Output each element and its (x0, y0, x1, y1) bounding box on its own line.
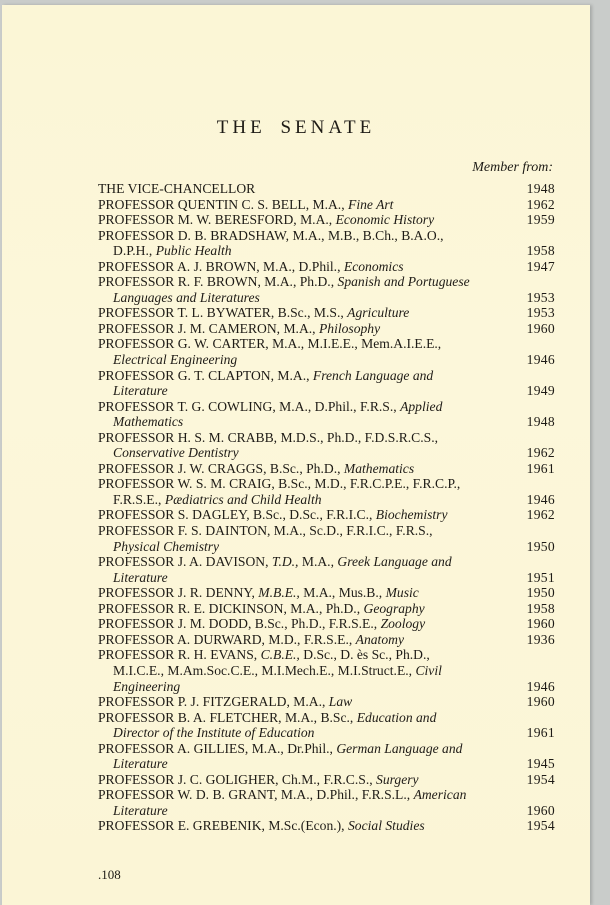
member-continuation-line (98, 243, 555, 259)
member-subject: Agriculture (347, 305, 410, 321)
member-name-degrees: M.I.C.E., M.Am.Soc.C.E., M.I.Mech.E., M.I.Struct.E., (113, 662, 413, 678)
member-text (98, 787, 466, 803)
member-text (98, 228, 444, 244)
member-line (98, 632, 555, 648)
member-text (98, 212, 434, 228)
member-line (98, 430, 555, 446)
member-line (98, 399, 555, 415)
member-since-year: 1950 (526, 585, 555, 601)
member-continuation-line (98, 679, 555, 695)
member-name-degrees: PROFESSOR J. W. CRAGGS, B.Sc., Ph.D., (98, 460, 341, 476)
member-subject: Economics (343, 258, 404, 274)
member-continuation-line (98, 539, 555, 555)
member-entry (98, 197, 555, 213)
member-text (98, 741, 462, 757)
member-text (113, 570, 168, 586)
member-entry (98, 632, 555, 648)
member-since-year: 1946 (526, 491, 555, 507)
member-since-year: 1958 (526, 243, 555, 259)
member-subject: Director of the Institute of Education (113, 725, 315, 741)
member-since-year: 1960 (526, 320, 555, 336)
member-entry (98, 399, 555, 430)
member-text (113, 679, 180, 695)
member-continuation-line (98, 492, 555, 508)
member-entry (98, 461, 555, 477)
member-since-year: 1946 (526, 678, 555, 694)
member-entry (98, 787, 555, 818)
member-name-degrees: PROFESSOR J. M. DODD, B.Sc., Ph.D., F.R.S.E., (98, 616, 378, 632)
member-text (98, 523, 433, 539)
member-entry (98, 228, 555, 259)
member-since-year: 1954 (526, 771, 555, 787)
member-line (98, 368, 555, 384)
member-since-year: 1948 (526, 181, 555, 196)
member-text (113, 243, 232, 259)
member-entry (98, 694, 555, 710)
member-line (98, 274, 555, 290)
member-text (98, 336, 441, 352)
member-subject: Zoology (380, 616, 426, 632)
member-continuation-line (98, 352, 555, 368)
member-subject: Music (385, 585, 419, 601)
member-line (98, 181, 555, 197)
member-since-year: 1960 (526, 694, 555, 710)
member-since-year: 1946 (526, 352, 555, 368)
member-entry (98, 321, 555, 337)
member-subject: Mathematics (343, 460, 415, 476)
book-page (2, 5, 590, 905)
member-text (113, 803, 168, 819)
member-text (98, 181, 255, 197)
member-line (98, 461, 555, 477)
member-text (98, 507, 448, 523)
member-subject: Engineering (113, 678, 181, 694)
member-subject: Mathematics (113, 414, 184, 430)
member-entry (98, 647, 555, 694)
member-line (98, 336, 555, 352)
member-line (98, 476, 555, 492)
member-subject: T.D., (271, 554, 299, 570)
member-text (98, 430, 438, 446)
member-since-year: 1960 (526, 802, 555, 818)
member-line (98, 647, 555, 663)
member-name-degrees: PROFESSOR J. R. DENNY, (98, 585, 255, 601)
member-text (98, 818, 425, 834)
member-text (98, 694, 352, 710)
member-line (98, 601, 555, 617)
member-line (98, 741, 555, 757)
member-subject: Anatomy (355, 631, 404, 647)
page-number: .108 (98, 867, 121, 882)
member-name-degrees: PROFESSOR R. E. DICKINSON, M.A., Ph.D., (98, 600, 361, 616)
member-since-year: 1954 (526, 818, 555, 834)
member-entry (98, 336, 555, 367)
member-text (98, 197, 393, 213)
member-subject: Languages and Literatures (113, 289, 260, 305)
member-subject: Social Studies (348, 818, 425, 834)
member-entry (98, 772, 555, 788)
member-subject: Literature (113, 383, 168, 399)
member-subject: German Language and (336, 740, 463, 756)
member-text (113, 663, 442, 679)
member-entry (98, 741, 555, 772)
member-name-degrees: PROFESSOR M. W. BERESFORD, M.A., (98, 212, 333, 228)
member-subject: Conservative Dentistry (113, 445, 239, 461)
member-text (98, 368, 433, 384)
member-text (113, 352, 237, 368)
member-subject: Fine Art (348, 196, 394, 212)
member-line (98, 507, 555, 523)
member-entry (98, 818, 555, 834)
member-subject: C.B.E., (260, 647, 300, 663)
member-line (98, 772, 555, 788)
member-subject: Surgery (376, 771, 419, 787)
member-name-degrees: PROFESSOR R. H. EVANS, (98, 647, 258, 663)
member-name-degrees: PROFESSOR T. G. COWLING, M.A., D.Phil., F.R.S., (98, 398, 397, 414)
member-since-year: 1949 (526, 383, 555, 399)
member-since-year: 1961 (526, 725, 555, 741)
member-continuation-line (98, 290, 555, 306)
member-line (98, 259, 555, 275)
member-text (113, 492, 322, 508)
member-name-degrees: PROFESSOR R. F. BROWN, M.A., Ph.D., (98, 274, 335, 290)
member-subject: Law (328, 694, 353, 710)
member-since-year: 1953 (526, 289, 555, 305)
member-entry (98, 601, 555, 617)
member-subject: Applied (400, 398, 443, 414)
member-text (98, 259, 404, 275)
member-since-year: 1962 (526, 445, 555, 461)
member-subject: Physical Chemistry (113, 538, 220, 554)
member-entry (98, 554, 555, 585)
member-text (98, 632, 404, 648)
member-subject: Literature (113, 756, 168, 772)
member-subject: Education and (356, 709, 437, 725)
member-line (98, 585, 555, 601)
member-line (98, 694, 555, 710)
member-text (98, 321, 380, 337)
member-name-degrees: F.R.S.E., (113, 491, 162, 507)
member-subject: Pædiatrics and Child Health (164, 491, 322, 507)
member-text (113, 539, 219, 555)
member-subject: Electrical Engineering (113, 352, 238, 368)
member-entry (98, 430, 555, 461)
member-line (98, 554, 555, 570)
member-subject: Greek Language and (337, 554, 452, 570)
member-subject: Biochemistry (375, 507, 448, 523)
member-name-degrees: PROFESSOR P. J. FITZGERALD, M.A., (98, 694, 326, 710)
member-continuation-line (98, 570, 555, 586)
member-continuation-line (98, 414, 555, 430)
member-subject: Geography (363, 600, 425, 616)
member-entry (98, 585, 555, 601)
member-name-degrees: PROFESSOR W. D. B. GRANT, M.A., D.Phil., F.R.S.L., (98, 787, 411, 803)
member-entry (98, 710, 555, 741)
member-text (98, 585, 419, 601)
member-name-degrees: D.Sc., D. ès Sc., Ph.D., (303, 647, 430, 663)
member-name-degrees: PROFESSOR J. M. CAMERON, M.A., (98, 320, 316, 336)
member-entry (98, 616, 555, 632)
member-entry (98, 305, 555, 321)
page-title: THE SENATE (216, 117, 376, 138)
member-continuation-line (98, 383, 555, 399)
member-name-degrees: PROFESSOR S. DAGLEY, B.Sc., D.Sc., F.R.I.C., (98, 507, 373, 523)
member-since-year: 1951 (526, 569, 555, 585)
member-text (113, 414, 183, 430)
member-name-degrees: PROFESSOR F. S. DAINTON, M.A., Sc.D., F.R.I.C., F.R.S., (98, 523, 433, 539)
member-text (113, 756, 168, 772)
member-line (98, 212, 555, 228)
member-since-year: 1962 (526, 507, 555, 523)
member-entry (98, 476, 555, 507)
member-text (98, 647, 430, 663)
member-since-year: 1953 (526, 305, 555, 321)
member-name-degrees: THE VICE-CHANCELLOR (98, 181, 256, 196)
member-subject: Economic History (335, 212, 435, 228)
member-name-degrees: D.P.H., (113, 243, 153, 259)
member-subject: Literature (113, 802, 168, 818)
member-line (98, 228, 555, 244)
member-text (98, 461, 414, 477)
member-name-degrees: PROFESSOR QUENTIN C. S. BELL, M.A., (98, 196, 345, 212)
member-entry (98, 212, 555, 228)
member-since-year: 1947 (526, 258, 555, 274)
member-continuation-line (98, 803, 555, 819)
member-since-year: 1962 (526, 196, 555, 212)
member-text (98, 476, 460, 492)
member-continuation-line (98, 445, 555, 461)
member-subject: Public Health (155, 243, 232, 259)
member-entry (98, 259, 555, 275)
member-name-degrees: PROFESSOR H. S. M. CRABB, M.D.S., Ph.D., F.D.S.R.C.S., (98, 429, 439, 445)
member-from-header: Member from: (472, 160, 553, 175)
member-entry (98, 274, 555, 305)
member-subject: Philosophy (318, 320, 381, 336)
member-since-year: 1960 (526, 616, 555, 632)
member-text (98, 399, 442, 415)
member-since-year: 1961 (526, 460, 555, 476)
member-line (98, 197, 555, 213)
member-name-degrees: PROFESSOR G. T. CLAPTON, M.A., (98, 367, 310, 383)
member-subject: Spanish and Portuguese (337, 274, 470, 290)
member-text (98, 305, 409, 321)
member-text (113, 290, 260, 306)
member-subject: Civil (415, 662, 442, 678)
member-name-degrees: PROFESSOR E. GREBENIK, M.Sc.(Econ.), (98, 818, 345, 834)
member-name-degrees: PROFESSOR T. L. BYWATER, B.Sc., M.S., (98, 305, 344, 321)
member-text (113, 445, 239, 461)
member-text (98, 554, 452, 570)
member-text (113, 725, 314, 741)
member-since-year: 1959 (526, 212, 555, 228)
member-name-degrees: PROFESSOR G. W. CARTER, M.A., M.I.E.E., Mem.A.I.E.E., (98, 336, 442, 352)
member-line (98, 616, 555, 632)
member-subject: French Language and (312, 367, 434, 383)
member-name-degrees: PROFESSOR B. A. FLETCHER, M.A., B.Sc., (98, 709, 354, 725)
member-entry (98, 507, 555, 523)
member-text (98, 274, 470, 290)
member-since-year: 1945 (526, 756, 555, 772)
member-name-degrees: PROFESSOR A. DURWARD, M.D., F.R.S.E., (98, 631, 353, 647)
member-entry (98, 368, 555, 399)
member-since-year: 1950 (526, 538, 555, 554)
member-name-degrees: PROFESSOR D. B. BRADSHAW, M.A., M.B., B.Ch., B.A.O., (98, 227, 444, 243)
member-text (98, 772, 419, 788)
member-continuation-line (98, 663, 555, 679)
member-line (98, 523, 555, 539)
senate-member-list (98, 181, 555, 834)
member-text (98, 616, 425, 632)
member-name-degrees: PROFESSOR J. A. DAVISON, (98, 554, 269, 570)
member-since-year: 1958 (526, 600, 555, 616)
member-entry (98, 523, 555, 554)
member-name-degrees: PROFESSOR J. C. GOLIGHER, Ch.M., F.R.C.S., (98, 771, 373, 787)
member-text (98, 601, 425, 617)
member-subject: M.B.E., (258, 585, 300, 601)
member-text (98, 710, 436, 726)
member-line (98, 710, 555, 726)
member-name-degrees: PROFESSOR A. J. BROWN, M.A., D.Phil., (98, 258, 341, 274)
member-line (98, 818, 555, 834)
member-name-degrees: PROFESSOR A. GILLIES, M.A., Dr.Phil., (98, 740, 333, 756)
member-since-year: 1948 (526, 414, 555, 430)
member-subject: American (413, 787, 467, 803)
member-since-year: 1936 (526, 631, 555, 647)
member-name-degrees: M.A., (301, 554, 334, 570)
member-text (113, 383, 168, 399)
member-entry (98, 181, 555, 197)
member-name-degrees: PROFESSOR W. S. M. CRAIG, B.Sc., M.D., F.R.C.P.E., F.R.C.P., (98, 476, 461, 492)
member-line (98, 787, 555, 803)
member-line (98, 305, 555, 321)
member-name-degrees: M.A., Mus.B., (303, 585, 383, 601)
member-continuation-line (98, 725, 555, 741)
member-subject: Literature (113, 569, 168, 585)
member-line (98, 321, 555, 337)
member-continuation-line (98, 756, 555, 772)
